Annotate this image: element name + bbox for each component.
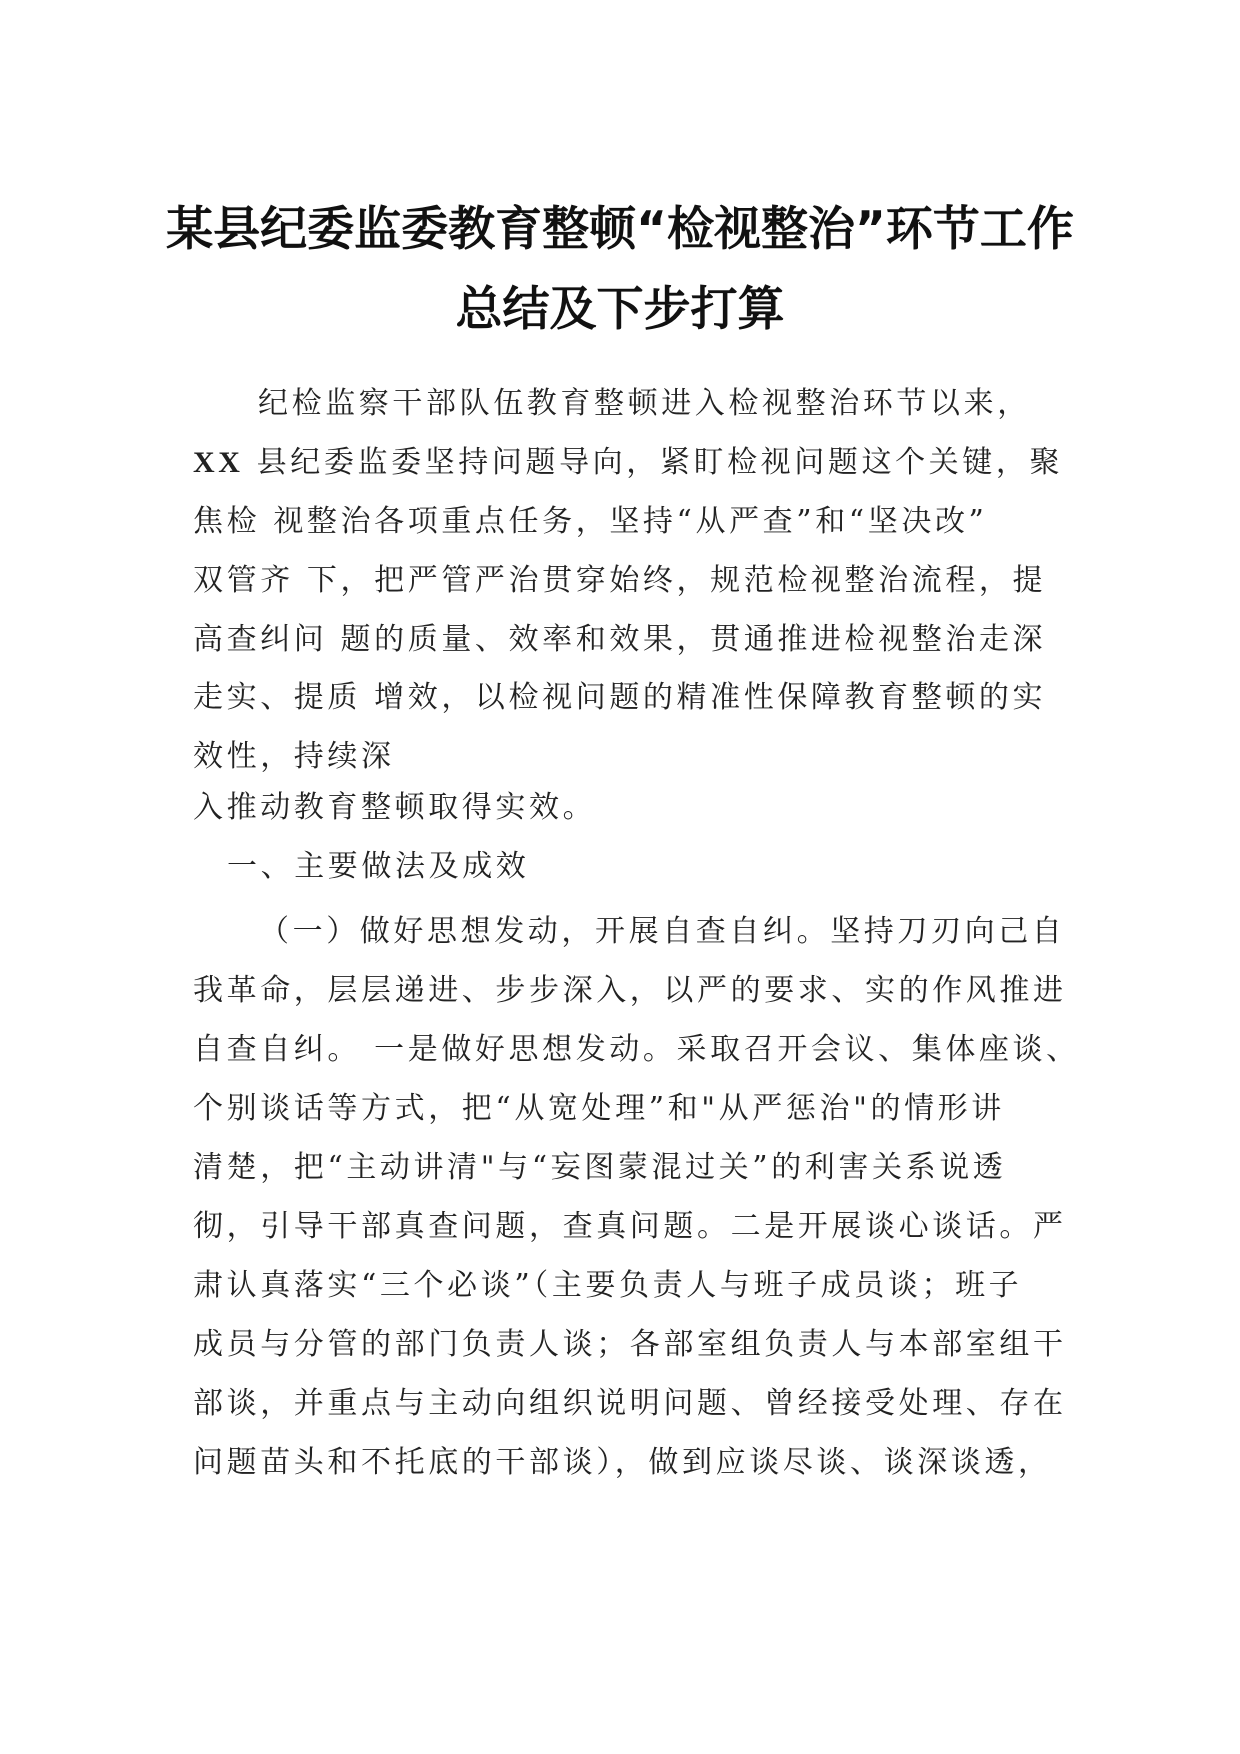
subsection-1-line-3: 自查自纠。 一是做好思想发动。采取召开会议、集体座谈、 [193,1032,1080,1067]
document-title-line-2: 总结及下步打算 [455,282,785,337]
subsection-1-line-5: 清楚，把“主动讲清"与“妄图蒙混过关”的利害关系说透 [193,1150,1007,1185]
intro-line-2-text: 县纪委监委坚持问题导向，紧盯检视问题这个关键，聚 [243,445,1064,480]
intro-line-7: 效性，持续深 [193,739,395,774]
intro-line-2 [193,443,1063,483]
intro-line-4: 双管齐 下，把严管严治贯穿始终，规范检视整治流程，提 [193,563,1047,598]
subsection-1-line-9: 部谈，并重点与主动向组织说明问题、曾经接受处理、存在 [193,1386,1067,1421]
subsection-1-line-6: 彻，引导干部真查问题，查真问题。二是开展谈心谈话。严 [193,1209,1067,1244]
subsection-1-line-8: 成员与分管的部门负责人谈；各部室组负责人与本部室组干 [193,1327,1067,1362]
subsection-1-line-2: 我革命，层层递进、步步深入，以严的要求、实的作风推进 [193,973,1067,1008]
intro-line-1: 纪检监察干部队伍教育整顿进入检视整治环节以来， [258,386,1031,421]
intro-line-3: 焦检 视整治各项重点任务，坚持“从严查”和“坚决改” [193,504,988,539]
subsection-1-line-1: （一）做好思想发动，开展自查自纠。坚持刀刃向己自 [259,914,1066,949]
subsection-1-line-10: 问题苗头和不托底的干部谈），做到应谈尽谈、谈深谈透， [193,1445,1052,1480]
section-heading-1: 一、主要做法及成效 [227,849,530,884]
subsection-1-line-7: 肃认真落实“三个必谈”（主要负责人与班子成员谈；班子 [193,1268,1023,1303]
subsection-1-line-4: 个别谈话等方式，把“从宽处理”和"从严惩治"的情形讲 [193,1091,1005,1126]
intro-line-6: 走实、提质 增效，以检视问题的精准性保障教育整顿的实 [193,680,1047,715]
document-title-line-1: 某县纪委监委教育整顿“检视整治”环节工作 [166,202,1074,257]
intro-xx-placeholder: XX [193,446,244,479]
intro-line-8: 入推动教育整顿取得实效。 [193,790,597,825]
intro-line-5: 高查纠问 题的质量、效率和效果，贯通推进检视整治走深 [193,622,1047,657]
